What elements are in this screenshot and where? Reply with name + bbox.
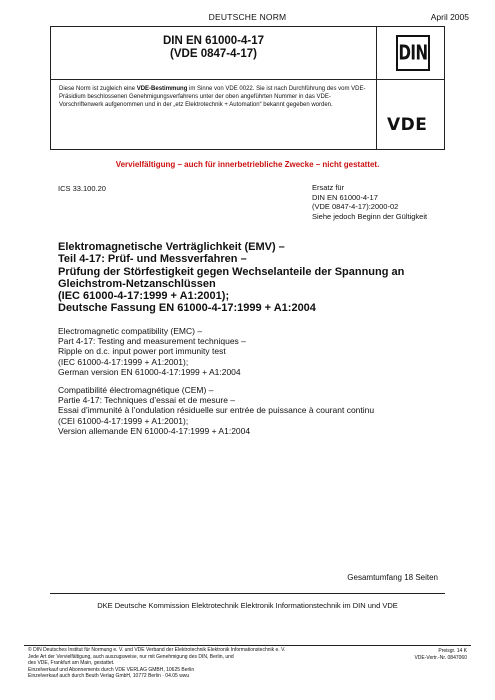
german-title-line: Deutsche Fassung EN 61000-4-17:1999 + A1:2004 bbox=[58, 302, 316, 315]
english-title-line: Ripple on d.c. input power port immunity test bbox=[58, 346, 226, 357]
french-title bbox=[58, 385, 478, 436]
standard-number: DIN EN 61000-4-17 bbox=[163, 35, 264, 47]
din-logo bbox=[396, 35, 430, 71]
title-box bbox=[50, 26, 445, 150]
french-title-line: Essai d’immunité à l’ondulation résiduelle sur entrée de puissance à courant continu bbox=[58, 405, 375, 416]
copyright-line: Jede Art der Vervielfältigung, auch auszugsweise, nur mit Genehmigung des DIN, Berlin, und bbox=[28, 653, 234, 660]
price-block bbox=[414, 648, 467, 661]
french-title-line: (CEI 61000-4-17:1999 + A1:2001); bbox=[58, 415, 189, 426]
box-divider-horizontal bbox=[51, 79, 444, 80]
copyright-line: des VDE, Frankfurt am Main, gestattet. bbox=[28, 660, 115, 666]
english-title-line: (IEC 61000-4-17:1999 + A1:2001); bbox=[58, 356, 189, 367]
vde-number: (VDE 0847-4-17) bbox=[170, 48, 257, 60]
german-title-line: Gleichstrom-Netzanschlüssen bbox=[58, 277, 216, 290]
french-title-line: Compatibilité électromagnétique (CEM) – bbox=[58, 385, 214, 395]
vde-note bbox=[59, 86, 369, 109]
replaces-line: DIN EN 61000-4-17 bbox=[312, 192, 378, 202]
copyright-block bbox=[28, 647, 368, 680]
german-title-line: (IEC 61000-4-17:1999 + A1:2001); bbox=[58, 290, 230, 303]
divider-rule bbox=[50, 593, 445, 594]
german-title-line: Prüfung der Störfestigkeit gegen Wechselanteile der Spannung an bbox=[58, 265, 405, 278]
standard-number-block bbox=[51, 35, 376, 61]
german-title bbox=[58, 241, 458, 315]
replaces-line: Siehe jedoch Beginn der Gültigkeit bbox=[312, 211, 428, 221]
replaces-line: Ersatz für bbox=[312, 183, 345, 192]
copyright-line: Einzelverkauf auch durch Beuth Verlag GmbH, 10772 Berlin · 04.05 wwu bbox=[28, 673, 190, 679]
german-title-line: Teil 4-17: Prüf- und Messverfahren – bbox=[58, 253, 247, 266]
replaces-block bbox=[312, 183, 427, 221]
footer-rule bbox=[24, 645, 471, 646]
vde-note-prefix: Diese Norm ist zugleich eine bbox=[59, 86, 137, 92]
header-title: DEUTSCHE NORM bbox=[208, 12, 287, 22]
header-date: April 2005 bbox=[430, 12, 469, 22]
din-logo-text: DIN bbox=[398, 40, 428, 66]
price-group: Preisgr. 14 K bbox=[438, 648, 467, 654]
english-title-line: Electromagnetic compatibility (EMC) – bbox=[58, 326, 203, 336]
german-title-line: Elektromagnetische Verträglichkeit (EMV) – bbox=[58, 241, 285, 253]
replaces-line: (VDE 0847-4-17):2000-02 bbox=[312, 202, 399, 211]
vde-logo: VDE bbox=[387, 115, 428, 135]
vde-note-bold: VDE-Bestimmung bbox=[136, 86, 188, 92]
copy-warning: Vervielfältigung – auch für innerbetriebliche Zwecke – nicht gestattet. bbox=[115, 160, 380, 169]
box-divider-vertical bbox=[376, 27, 377, 149]
english-title bbox=[58, 326, 458, 377]
dke-line: DKE Deutsche Kommission Elektrotechnik Elektronik Informationstechnik im DIN und VDE bbox=[97, 601, 398, 610]
french-title-line: Version allemande EN 61000-4-17:1999 + A1:2004 bbox=[58, 425, 251, 436]
ics-code: ICS 33.100.20 bbox=[58, 184, 106, 193]
english-title-line: Part 4-17: Testing and measurement techniques – bbox=[58, 336, 246, 347]
copyright-line: Einzelverkauf und Abonnements durch VDE VERLAG GMBH, 10625 Berlin bbox=[28, 666, 195, 673]
copyright-line: © DIN Deutsches Institut für Normung e. V. und VDE Verband der Elektrotechnik Elektronik Informationstechnik e. V. bbox=[28, 647, 286, 653]
french-title-line: Partie 4-17: Techniques d’essai et de mesure – bbox=[58, 395, 236, 406]
vde-note-rest: im Sinne von VDE 0022. Sie ist nach Durchführung des vom VDE-Präsidium beschlossenen Genehmigungsverfahrens unter der oben angeführten Nummer in das VDE-Vorschriftenwerk aufgenommen und in der „etz Elektrotechnik + Automation“ bekannt gegeben worden. bbox=[59, 86, 366, 108]
total-pages: Gesamtumfang 18 Seiten bbox=[347, 573, 438, 582]
english-title-line: German version EN 61000-4-17:1999 + A1:2004 bbox=[58, 366, 241, 377]
vde-order-number: VDE-Vertr.-Nr. 0847060 bbox=[414, 654, 467, 661]
